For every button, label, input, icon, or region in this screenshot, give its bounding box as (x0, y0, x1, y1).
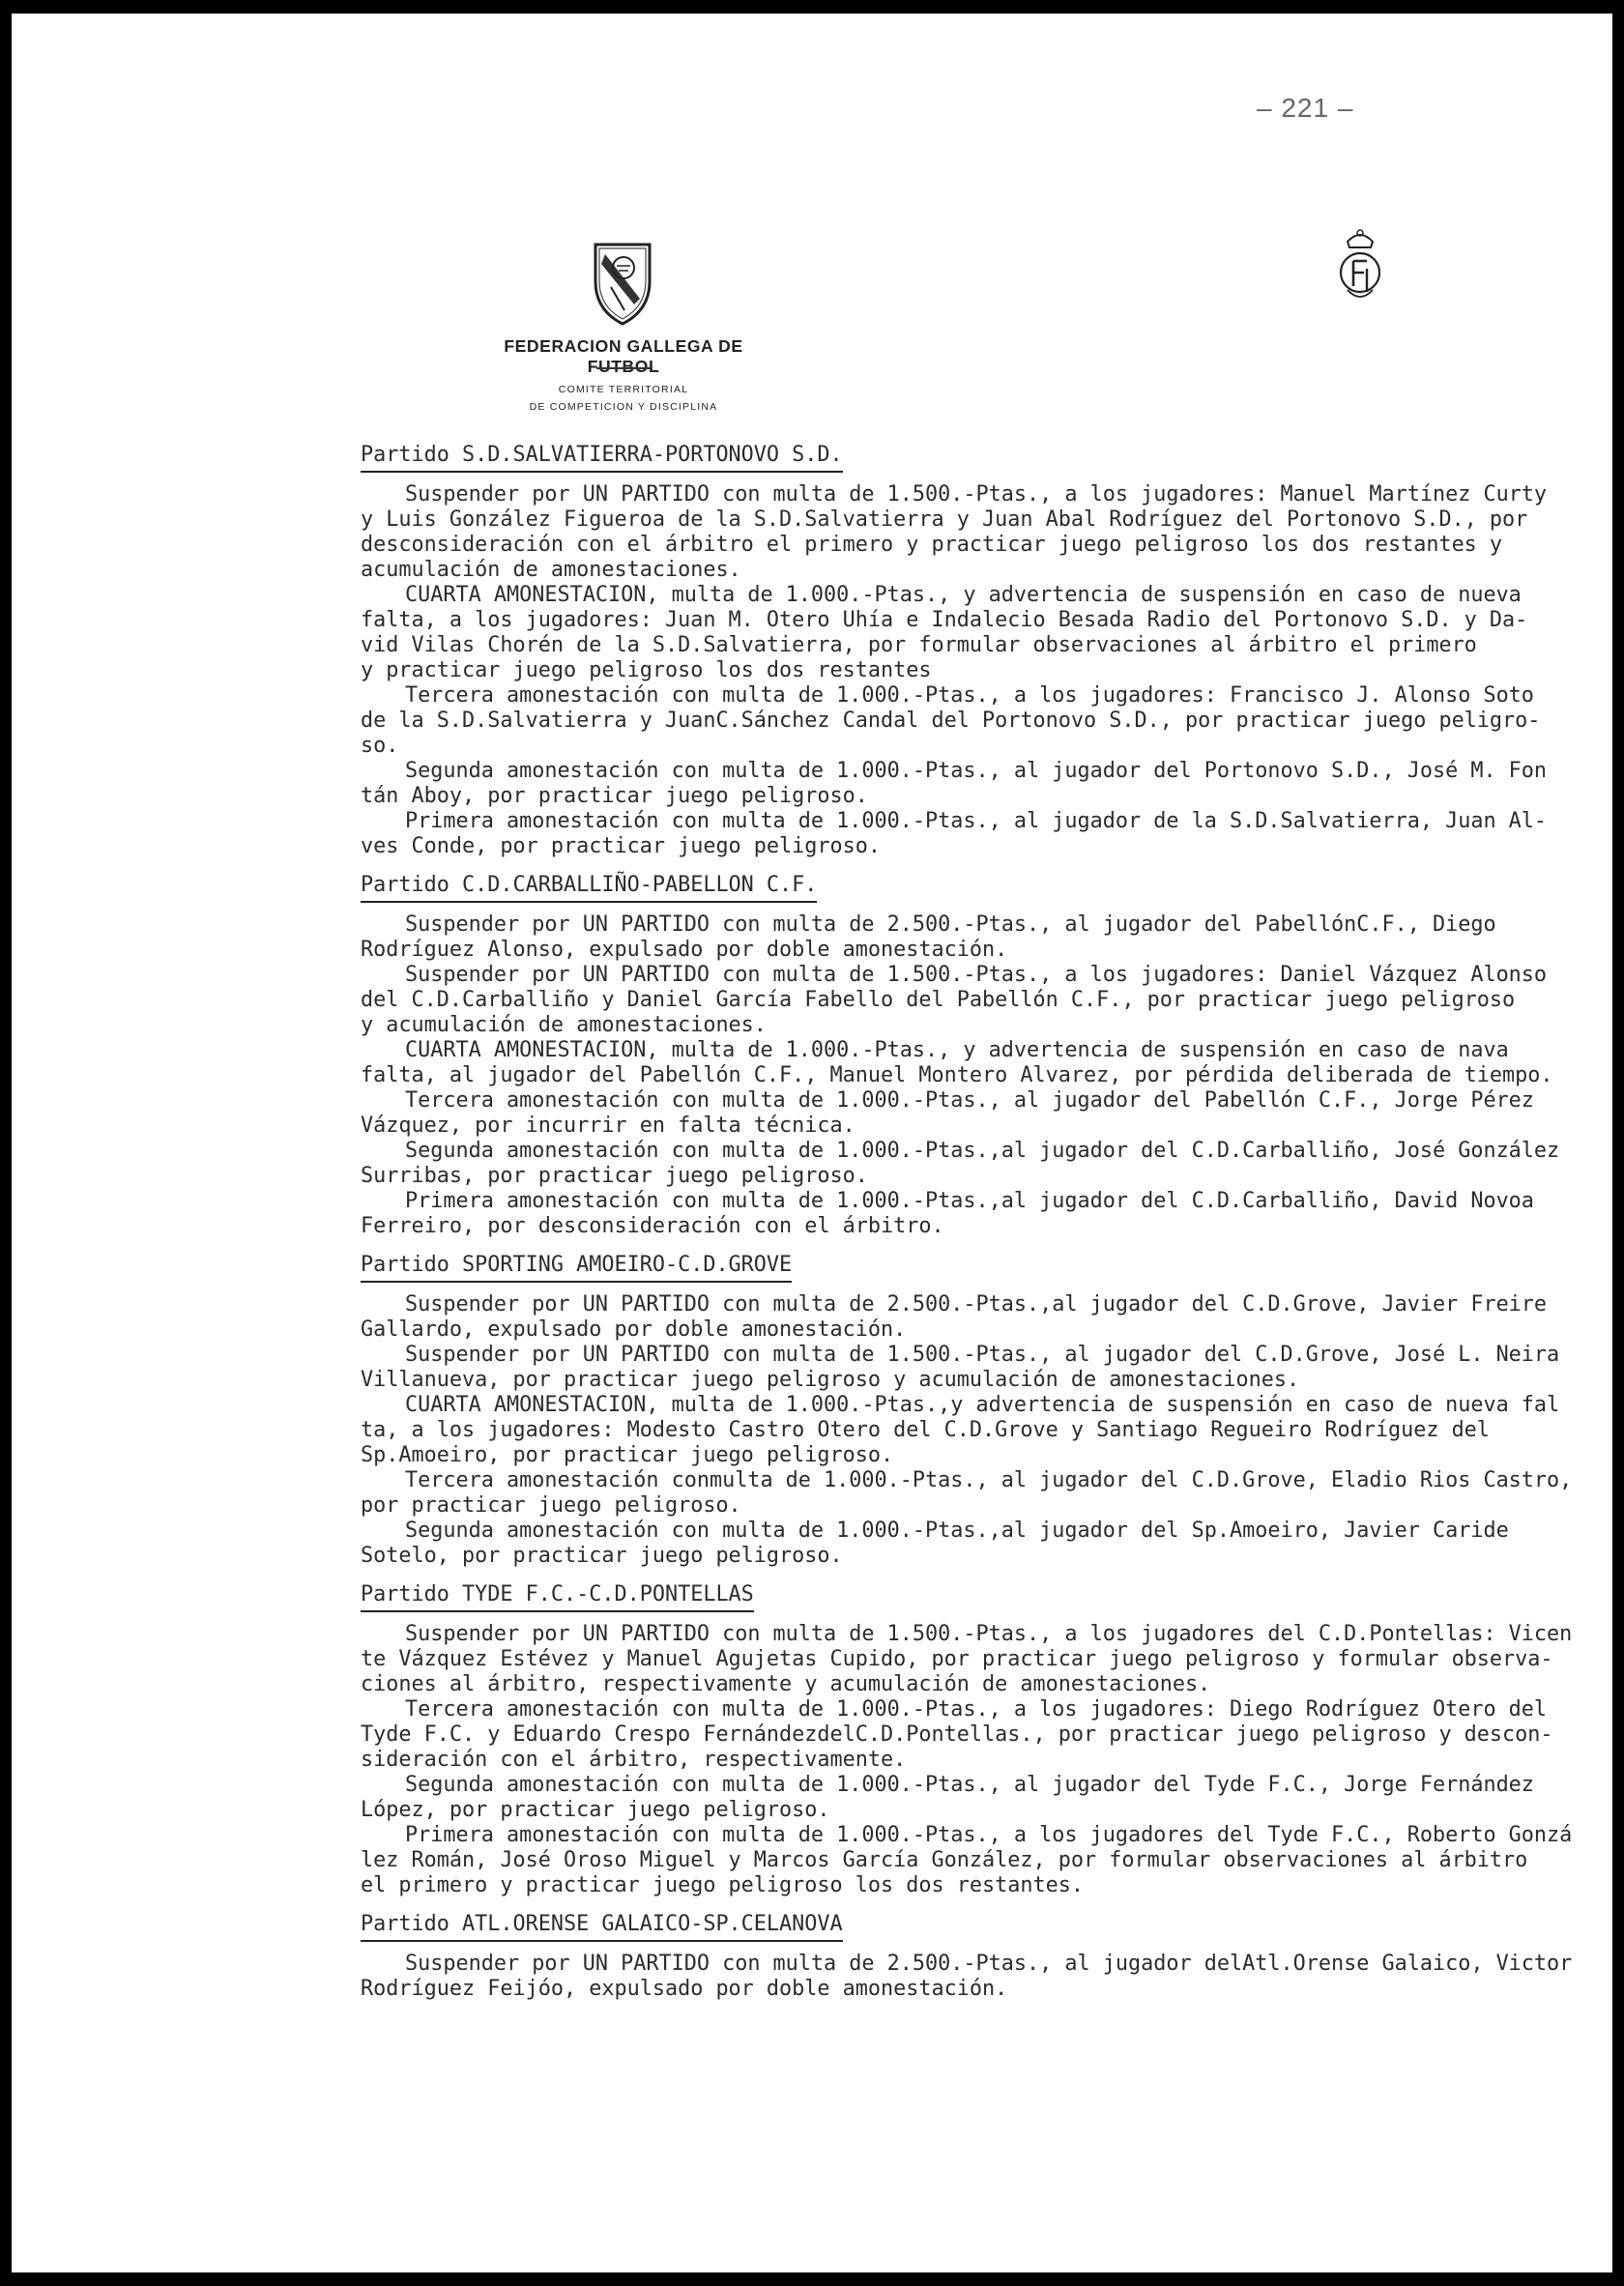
match-section (361, 1582, 1617, 1898)
decision-item: Suspender por UN PARTIDO con multa de 1.500.-Ptas., a los jugadores del C.D.Pontellas: Vicen te Vázquez Estévez y Manuel Agujetas Cupido, por practicar juego peligroso y formular observa- ciones al árbitro, respectivamente y acumulación de amonestaciones. (361, 1622, 1573, 1696)
decision-item: Primera amonestación con multa de 1.000.-Ptas., a los jugadores del Tyde F.C., Roberto Gonzá lez Román, José Oroso Miguel y Marcos García González, por formular observaciones al árbitro el primero y practicar juego peligroso los dos restantes. (361, 1823, 1573, 1897)
match-title: Partido SPORTING AMOEIRO-C.D.GROVE (361, 1253, 792, 1283)
page-number: – 221 – (1257, 93, 1354, 123)
decision-list (361, 1292, 1617, 1569)
header-divider (596, 367, 652, 369)
decision-item: Suspender por UN PARTIDO con multa de 1.500.-Ptas., al jugador del C.D.Grove, José L. Neira Villanueva, por practicar juego peligroso y acumulación de amonestaciones. (361, 1343, 1560, 1392)
decision-item: CUARTA AMONESTACION, multa de 1.000.-Ptas., y advertencia de suspensión en caso de nava falta, al jugador del Pabellón C.F., Manuel Montero Alvarez, por pérdida deliberada de tiempo. (361, 1038, 1553, 1087)
decision-item: Suspender por UN PARTIDO con multa de 2.500.-Ptas.,al jugador del C.D.Grove, Javier Freire Gallardo, expulsado por doble amonestación. (361, 1292, 1548, 1342)
decision-list (361, 1952, 1617, 2002)
match-title: Partido ATL.ORENSE GALAICO-SP.CELANOVA (361, 1912, 843, 1942)
match-section (361, 443, 1617, 859)
match-title: Partido C.D.CARBALLIÑO-PABELLON C.F. (361, 873, 817, 903)
decision-item: Tercera amonestación con multa de 1.000.-Ptas., a los jugadores: Diego Rodríguez Otero del Tyde F.C. y Eduardo Crespo FernándezdelC.D.Pontellas., por practicar juego peligroso y descon- sideración con el árbitro, respectivamente. (361, 1697, 1553, 1772)
decision-list (361, 912, 1617, 1239)
decision-list (361, 1622, 1617, 1898)
galician-federation-shield-icon (592, 239, 653, 332)
decision-item: Tercera amonestación conmulta de 1.000.-Ptas., al jugador del C.D.Grove, Eladio Rios Castro, por practicar juego peligroso. (361, 1468, 1573, 1518)
match-section (361, 1912, 1617, 2002)
decision-item: Suspender por UN PARTIDO con multa de 1.500.-Ptas., a los jugadores: Manuel Martínez Curty y Luis González Figueroa de la S.D.Salvatierra y Juan Abal Rodríguez del Portonovo S.D., por desconsideración con el árbitro el primero y practicar juego peligroso los dos restantes y acumulación de amonestaciones. (361, 482, 1548, 582)
committee-line-2: DE COMPETICION Y DISCIPLINA (529, 401, 718, 413)
decision-item: Segunda amonestación con multa de 1.000.-Ptas.,al jugador del C.D.Carballiño, José González Surribas, por practicar juego peligroso. (361, 1139, 1560, 1188)
decision-item: Segunda amonestación con multa de 1.000.-Ptas.,al jugador del Sp.Amoeiro, Javier Caride Sotelo, por practicar juego peligroso. (361, 1519, 1509, 1568)
decision-item: Tercera amonestación con multa de 1.000.-Ptas., a los jugadores: Francisco J. Alonso Soto de la S.D.Salvatierra y JuanC.Sánchez Candal del Portonovo S.D., por practicar juego peligro- so. (361, 683, 1541, 758)
decision-item: Suspender por UN PARTIDO con multa de 1.500.-Ptas., a los jugadores: Daniel Vázquez Alonso del C.D.Carballiño y Daniel García Fabello del Pabellón C.F., por practicar juego peligroso y acumulación de amonestaciones. (361, 963, 1548, 1037)
decision-item: Primera amonestación con multa de 1.000.-Ptas.,al jugador del C.D.Carballiño, David Novoa Ferreiro, por desconsideración con el árbitro. (361, 1189, 1534, 1238)
committee-line-1: COMITE TERRITORIAL (558, 384, 689, 395)
disciplinary-resolutions (361, 443, 1617, 2002)
rfef-crown-crest-icon (1334, 226, 1386, 313)
decision-list (361, 482, 1617, 859)
match-title: Partido S.D.SALVATIERRA-PORTONOVO S.D. (361, 443, 843, 473)
federation-name: FEDERACION GALLEGA DE FUTBOL (504, 336, 743, 376)
decision-item: Primera amonestación con multa de 1.000.-Ptas., al jugador de la S.D.Salvatierra, Juan Al- ves Conde, por practicar juego peligroso. (361, 809, 1548, 858)
decision-item: Tercera amonestación con multa de 1.000.-Ptas., al jugador del Pabellón C.F., Jorge Pérez Vázquez, por incurrir en falta técnica. (361, 1088, 1534, 1138)
committee-name (483, 381, 764, 416)
decision-item: CUARTA AMONESTACION, multa de 1.000.-Ptas.,y advertencia de suspensión en caso de nueva fal ta, a los jugadores: Modesto Castro Otero del C.D.Grove y Santiago Regueiro Rodríguez del Sp.Amoeiro, por practicar juego peligroso. (361, 1393, 1560, 1467)
match-section (361, 1253, 1617, 1569)
decision-item: Suspender por UN PARTIDO con multa de 2.500.-Ptas., al jugador delAtl.Orense Galaico, Victor Rodríguez Feijóo, expulsado por doble amonestación. (361, 1952, 1573, 2001)
decision-item: Segunda amonestación con multa de 1.000.-Ptas., al jugador del Portonovo S.D., José M. Fon tán Aboy, por practicar juego peligroso. (361, 759, 1548, 808)
decision-item: Segunda amonestación con multa de 1.000.-Ptas., al jugador del Tyde F.C., Jorge Fernández López, por practicar juego peligroso. (361, 1773, 1534, 1822)
decision-item: CUARTA AMONESTACION, multa de 1.000.-Ptas., y advertencia de suspensión en caso de nueva falta, a los jugadores: Juan M. Otero Uhía e Indalecio Besada Radio del Portonovo S.D. y Da- vid Vilas Chorén de la S.D.Salvatierra, por formular observaciones al árbitro el primero y practicar juego peligroso los dos restantes (361, 583, 1528, 682)
match-section (361, 873, 1617, 1239)
match-title: Partido TYDE F.C.-C.D.PONTELLAS (361, 1582, 754, 1612)
decision-item: Suspender por UN PARTIDO con multa de 2.500.-Ptas., al jugador del PabellónC.F., Diego Rodríguez Alonso, expulsado por doble amonestación. (361, 912, 1496, 962)
